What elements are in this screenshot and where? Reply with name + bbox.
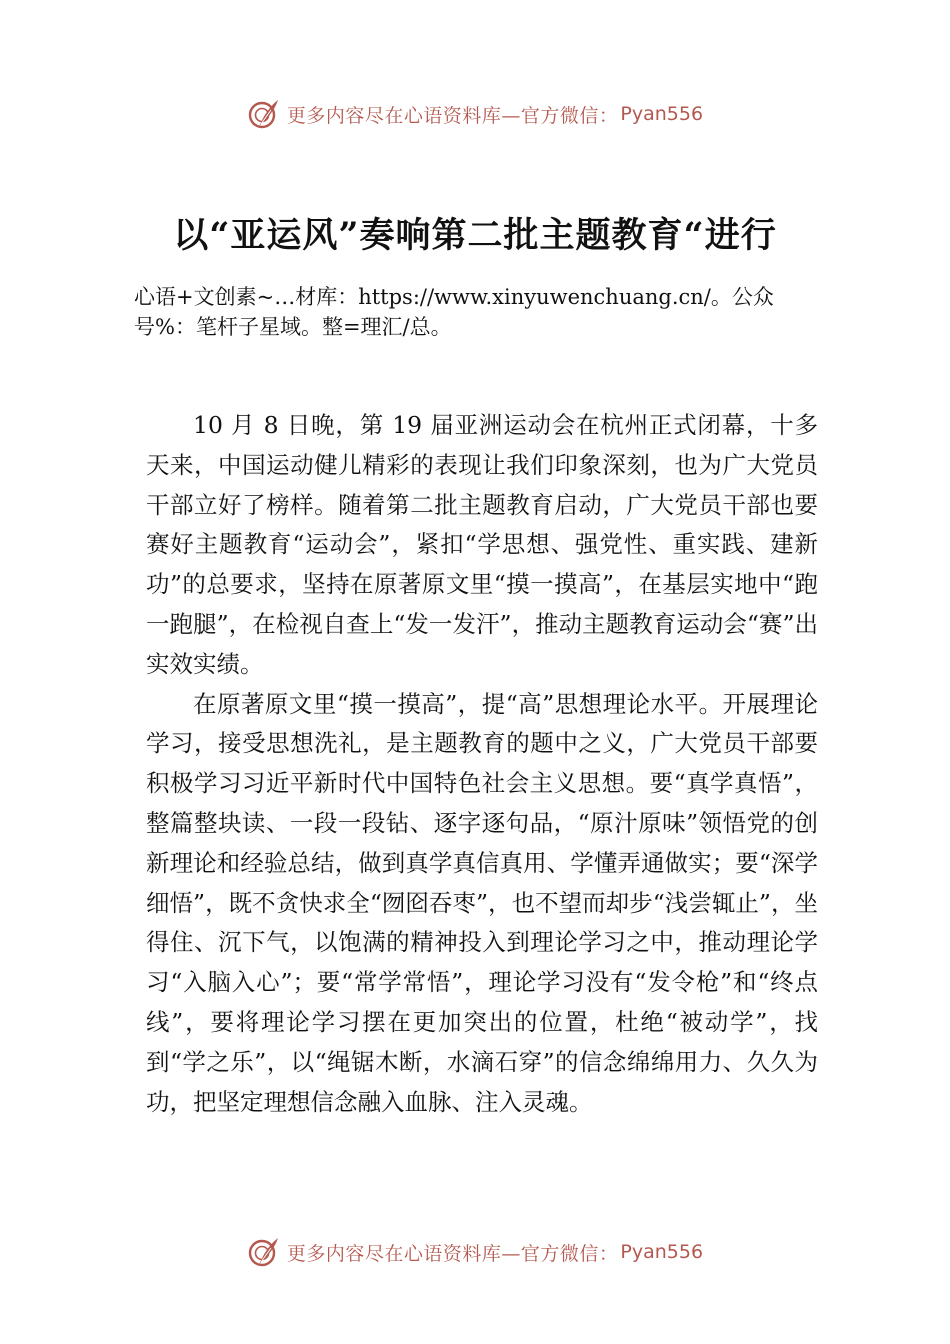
paragraph: 在原著原文里“摸一摸高”，提“高”思想理论水平。开展理论学习，接受思想洗礼，是主题教育的题中之义，广大党员干部要积极学习习近平新时代中国特色社会主义思想。要“真学真悟”，整篇整块读、一段一段钻、逐字逐句品，“原汁原味”领悟党的创新理论和经验总结，做到真学真信真用、学懂弄通做实；要“深学细悟”，既不贪快求全“囫囵吞枣”，也不望而却步“浅尝辄止”，坐得住、沉下气，以饱满的精神投入到理论学习之中，推动理论学习“入脑入心”；要“常学常悟”，理论学习没有“发令枪”和“终点线”，要将理论学习摆在更加突出的位置，杜绝“被动学”，找到“学之乐”，以“绳锯木断，水滴石穿”的信念绵绵用力、久久为功，把坚定理想信念融入血脉、注入灵魂。 [146,689,818,1116]
banner-account: Pyan556 [620,1241,704,1263]
header-banner [0,94,950,134]
banner-text: 更多内容尽在心语资料库—官方微信： [286,1242,619,1265]
feather-pen-logo-icon [247,1235,281,1269]
feather-pen-logo-icon [247,97,281,131]
document-title: 以“亚运风”奏响第二批主题教育“进行 [173,215,777,256]
document-body [146,406,818,1122]
footer-banner [0,1232,950,1272]
banner-text: 更多内容尽在心语资料库—官方微信： [286,104,619,127]
source-line: 心语+文创素~…材库：https://www.xinyuwenchuang.cn/。公众号%：笔杆子星域。整=理汇/总。 [134,285,774,339]
paragraph: 10 月 8 日晚，第 19 届亚洲运动会在杭州正式闭幕，十多天来，中国运动健儿精彩的表现让我们印象深刻，也为广大党员干部立好了榜样。随着第二批主题教育启动，广大党员干部也要赛好主题教育“运动会”，紧扣“学思想、强党性、重实践、建新功”的总要求，坚持在原著原文里“摸一摸高”，在基层实地中“跑一跑腿”，在检视自查上“发一发汗”，推动主题教育运动会“赛”出实效实绩。 [146,411,818,678]
banner-account: Pyan556 [620,103,704,125]
